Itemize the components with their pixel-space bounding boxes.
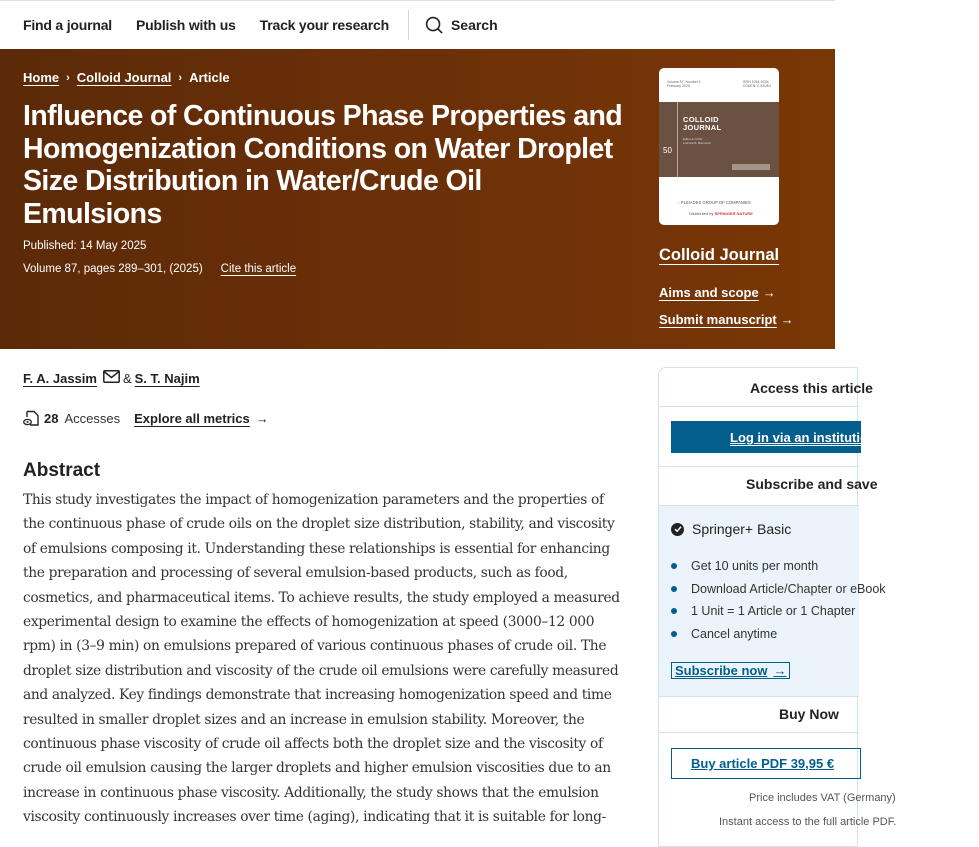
- plan-feature: 1 Unit = 1 Article or 1 Chapter: [671, 600, 886, 623]
- check-circle-icon: [671, 523, 684, 536]
- cover-publisher: ∴ PLEIADES GROUP OF COMPANIES: [677, 200, 751, 205]
- cover-tag: [732, 164, 770, 170]
- breadcrumb: [23, 70, 230, 85]
- cover-distributor: Distributed by SPRINGER NATURE: [689, 211, 753, 216]
- accesses-count: 28: [44, 411, 59, 426]
- explore-metrics-link[interactable]: Explore all metrics: [134, 411, 250, 426]
- volume-info: Volume 87, pages 289–301, (2025): [23, 263, 203, 275]
- citation-line: [23, 263, 296, 275]
- access-title: Access this article: [750, 380, 873, 396]
- email-icon[interactable]: [103, 370, 120, 386]
- plan-name: Springer+ Basic: [671, 521, 791, 537]
- plan-features: [671, 555, 886, 645]
- divider: [659, 466, 859, 467]
- submit-manuscript-link[interactable]: Submit manuscript →: [659, 312, 794, 327]
- arrow-right-icon: →: [762, 285, 776, 300]
- cover-issue-info: Volume 87, Number 1 February 2025 ISSN 1061-933X CODEN: CJOUE4: [667, 80, 771, 88]
- top-navigation: [0, 0, 835, 49]
- access-panel: [658, 367, 897, 847]
- article-metrics: [23, 410, 269, 427]
- document-view-icon: [23, 410, 40, 427]
- subscribe-title: Subscribe and save: [746, 476, 878, 492]
- divider: [659, 505, 859, 506]
- cover-anniversary-badge: 50: [663, 146, 672, 155]
- search-label: Search: [450, 17, 498, 33]
- nav-track-research[interactable]: Track your research: [259, 17, 389, 33]
- abstract-text: This study investigates the impact of homogenization parameters and the properties of the continuous phase of crude oils on the droplet size distribution, stability, and viscosity of emulsions composing it. Understanding these relationships is essential for enhancing the preparation and processing of several emulsion-based products, such as food, cosmetics, and pharmaceutical items. To achieve results, the study employed a measured experimental design to examine the effects of homogenization at speed (3000–12 000 rpm) in (3–9 min) on emulsions prepared of various continuous phases of crude oil. The droplet size distribution and viscosity of the crude oil emulsions were carefully measured and analyzed. Key findings demonstrate that increasing homogenization speed and time resulted in smaller droplet sizes and an increase in emulsion stability. Moreover, the continuous phase viscosity of crude oil affects both the droplet size and the viscosity of crude oil emulsion causing the larger droplets and higher emulsion viscosities due to an increase in continuous phase viscosity. Additionally, the study shows that the emulsion viscosity continuously increases over time (aging), indicating that it is suitable for long-: [23, 492, 620, 826]
- aims-scope-link[interactable]: Aims and scope →: [659, 285, 776, 300]
- buy-now-title: Buy Now: [779, 706, 839, 722]
- institution-login-button[interactable]: Log in via an institution: [671, 421, 861, 453]
- breadcrumb-chevron-icon: ›: [178, 71, 183, 84]
- arrow-right-icon: →: [780, 312, 794, 327]
- nav-publish-with-us[interactable]: Publish with us: [135, 17, 236, 33]
- author-link[interactable]: S. T. Najim: [134, 370, 200, 386]
- author-separator: &: [122, 370, 132, 386]
- breadcrumb-home[interactable]: Home: [23, 70, 60, 85]
- plan-feature: Get 10 units per month: [671, 555, 886, 578]
- instant-access-note: Instant access to the full article PDF.: [719, 816, 897, 828]
- nav-find-journal[interactable]: Find a journal: [23, 17, 112, 33]
- accesses-label: Accesses: [64, 411, 121, 426]
- arrow-right-icon: →: [773, 663, 787, 678]
- published-date: Published: 14 May 2025: [23, 240, 147, 252]
- article-header: [0, 49, 835, 349]
- cover-title: COLLOID JOURNAL: [683, 115, 722, 132]
- breadcrumb-current: Article: [189, 70, 230, 85]
- journal-name-link[interactable]: Colloid Journal: [659, 246, 780, 264]
- divider: [659, 406, 859, 407]
- abstract-heading: Abstract: [23, 460, 101, 481]
- search-button[interactable]: [425, 16, 498, 35]
- article-title: Influence of Continuous Phase Properties and Homogenization Conditions on Water Droplet Size Distribution in Water/Crude Oil Emulsions: [23, 100, 623, 230]
- cover-editors: Editor-in-Chief Ludmila B. Boinovich: [683, 137, 712, 145]
- breadcrumb-journal[interactable]: Colloid Journal: [76, 70, 172, 85]
- author-list: [23, 370, 200, 386]
- cover-band: [659, 102, 779, 177]
- divider: [659, 732, 859, 733]
- arrow-right-icon: →: [255, 411, 269, 426]
- plan-feature: Cancel anytime: [671, 623, 886, 646]
- author-link[interactable]: F. A. Jassim: [23, 370, 97, 386]
- cite-article-link[interactable]: Cite this article: [220, 263, 297, 275]
- plan-feature: Download Article/Chapter or eBook: [671, 578, 886, 601]
- journal-cover[interactable]: [659, 68, 779, 225]
- nav-divider: [408, 10, 409, 40]
- breadcrumb-chevron-icon: ›: [66, 71, 70, 84]
- divider: [659, 696, 859, 697]
- search-icon: [425, 16, 444, 35]
- subscribe-now-button[interactable]: Subscribe now →: [671, 662, 790, 679]
- buy-article-button[interactable]: Buy article PDF 39,95 €: [671, 748, 861, 779]
- vat-note: Price includes VAT (Germany): [749, 792, 896, 804]
